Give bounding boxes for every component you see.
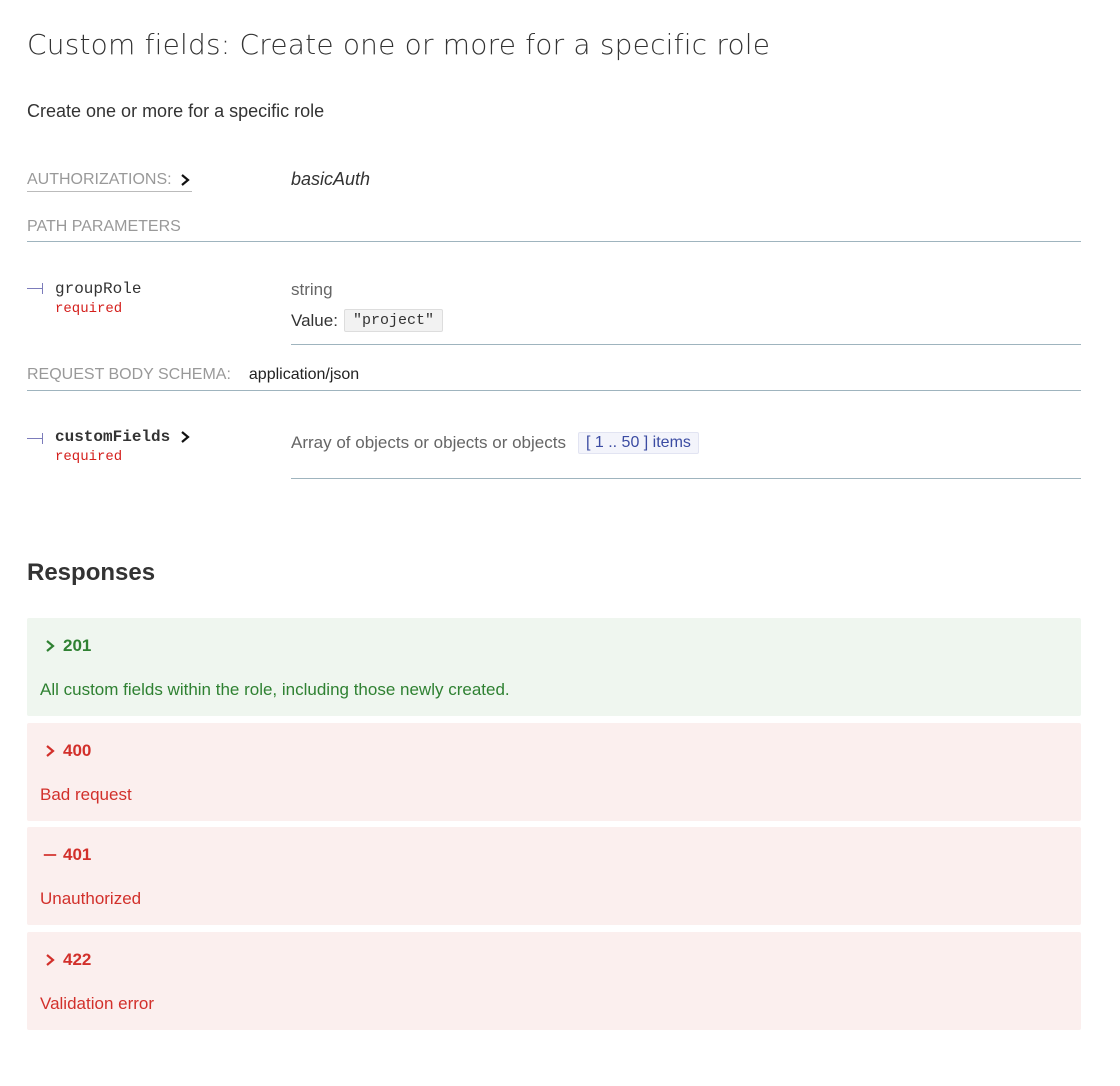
response-401 <box>27 827 1081 925</box>
response-400 <box>27 723 1081 821</box>
param-row-grouprole <box>27 280 1081 346</box>
param-detail-cell <box>291 280 1081 345</box>
param-type: string <box>291 280 333 299</box>
chevron-right-icon <box>43 743 57 759</box>
items-constraint-chip: [ 1 .. 50 ] items <box>578 432 699 454</box>
request-body-schema-header <box>27 366 1081 391</box>
response-422-toggle[interactable] <box>43 950 91 970</box>
param-detail-cell <box>291 428 1081 479</box>
response-description: Bad request <box>40 785 132 804</box>
path-parameters-header <box>27 218 1081 242</box>
page-title: Custom fields: Create one or more for a specific role <box>27 28 771 61</box>
param-row-customfields <box>27 428 1081 480</box>
authorizations-toggle[interactable] <box>27 171 192 192</box>
chevron-right-icon <box>43 638 57 654</box>
response-400-toggle[interactable] <box>43 741 91 761</box>
page-description: Create one or more for a specific role <box>27 101 325 121</box>
response-description: All custom fields within the role, including those newly created. <box>40 680 510 699</box>
tree-branch-icon <box>27 438 43 439</box>
media-type: application/json <box>248 366 360 383</box>
param-value-chip: "project" <box>344 309 443 332</box>
request-body-schema-label: REQUEST BODY SCHEMA: <box>27 366 231 383</box>
response-201 <box>27 618 1081 716</box>
response-code: 201 <box>63 636 92 655</box>
chevron-right-icon <box>43 952 57 968</box>
response-422 <box>27 932 1081 1030</box>
chevron-right-icon <box>178 172 192 188</box>
response-description: Validation error <box>40 994 155 1013</box>
path-parameters-label: PATH PARAMETERS <box>27 218 181 235</box>
param-name: groupRole <box>55 280 142 298</box>
response-code: 422 <box>63 950 92 969</box>
param-name: customFields <box>55 428 171 446</box>
authorizations-row <box>27 169 1081 197</box>
authorizations-label: AUTHORIZATIONS: <box>27 171 172 188</box>
tree-branch-icon <box>27 288 43 289</box>
response-401-toggle[interactable] <box>43 845 91 865</box>
authorization-scheme: basicAuth <box>291 169 371 189</box>
response-201-toggle[interactable] <box>43 636 91 656</box>
response-code: 401 <box>63 845 92 864</box>
chevron-right-icon <box>178 429 192 445</box>
param-name-toggle[interactable] <box>55 428 192 446</box>
param-type-line <box>291 432 1081 454</box>
param-value-label: Value: <box>291 310 338 330</box>
required-label: required <box>55 449 123 465</box>
responses-heading: Responses <box>27 559 156 586</box>
response-description: Unauthorized <box>40 889 142 908</box>
minus-icon <box>43 847 57 863</box>
param-type: Array of objects or objects or objects <box>291 433 566 452</box>
required-label: required <box>55 301 123 317</box>
response-code: 400 <box>63 741 92 760</box>
param-value-line <box>291 309 1081 332</box>
